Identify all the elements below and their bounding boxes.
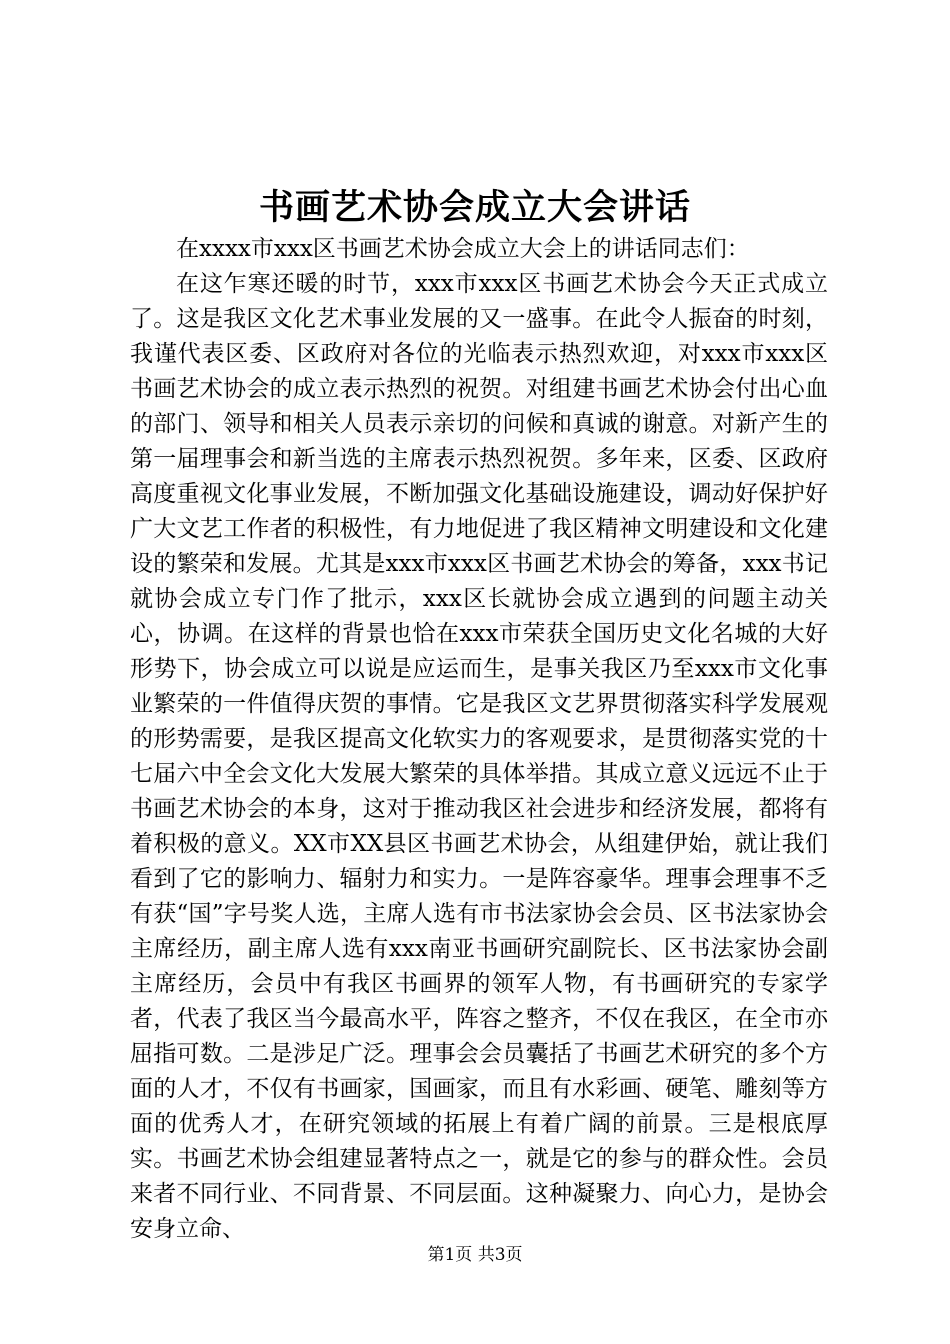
page-number: 第1页 共3页	[427, 1245, 523, 1265]
paragraph-main: 在这乍寒还暖的时节，xxx市xxx区书画艺术协会今天正式成立了。这是我区文化艺术事业发展的又一盛事。在此令人振奋的时刻，我谨代表区委、区政府对各位的光临表示热烈欢迎，对xxx市xxx区书画艺术协会的成立表示热烈的祝贺。对组建书画艺术协会付出心血的部门、领导和相关人员表示亲切的问候和真诚的谢意。对新产生的第一届理事会和新当选的主席表示热烈祝贺。多年来，区委、区政府高度重视文化事业发展，不断加强文化基础设施建设，调动好保护好广大文艺工作者的积极性，有力地促进了我区精神文明建设和文化建设的繁荣和发展。尤其是xxx市xxx区书画艺术协会的筹备，xxx书记就协会成立专门作了批示，xxx区长就协会成立遇到的问题主动关心，协调。在这样的背景也恰在xxx市荣获全国历史文化名城的大好形势下，协会成立可以说是应运而生，是事关我区乃至xxx市文化事业繁荣的一件值得庆贺的事情。它是我区文艺界贯彻落实科学发展观的形势需要，是我区提高文化软实力的客观要求，是贯彻落实党的十七届六中全会文化大发展大繁荣的具体举措。其成立意义远远不止于书画艺术协会的本身，这对于推动我区社会进步和经济发展，都将有着积极的意义。XX市XX县区书画艺术协会，从组建伊始，就让我们看到了它的影响力、辐射力和实力。一是阵容豪华。理事会理事不乏有获“国”字号奖人选，主席人选有市书法家协会会员、区书法家协会主席经历，副主席人选有xxx南亚书画研究副院长、区书法家协会副主席经历，会员中有我区书画界的领军人物，有书画研究的专家学者，代表了我区当今最高水平，阵容之整齐，不仅在我区，在全市亦屈指可数。二是涉足广泛。理事会会员囊括了书画艺术研究的多个方面的人才，不仅有书画家，国画家，而且有水彩画、硬笔、雕刻等方面的优秀人才，在研究领域的拓展上有着广阔的前景。三是根底厚实。书画艺术协会组建显著特点之一，就是它的参与的群众性。会员来者不同行业、不同背景、不同层面。这种凝聚力、向心力，是协会安身立命、	[130, 271, 828, 1242]
document-title: 书画艺术协会成立大会讲话	[258, 187, 691, 228]
paragraph-salutation: 在xxxx市xxx区书画艺术协会成立大会上的讲话同志们：	[176, 236, 750, 262]
document-body	[130, 232, 828, 1247]
